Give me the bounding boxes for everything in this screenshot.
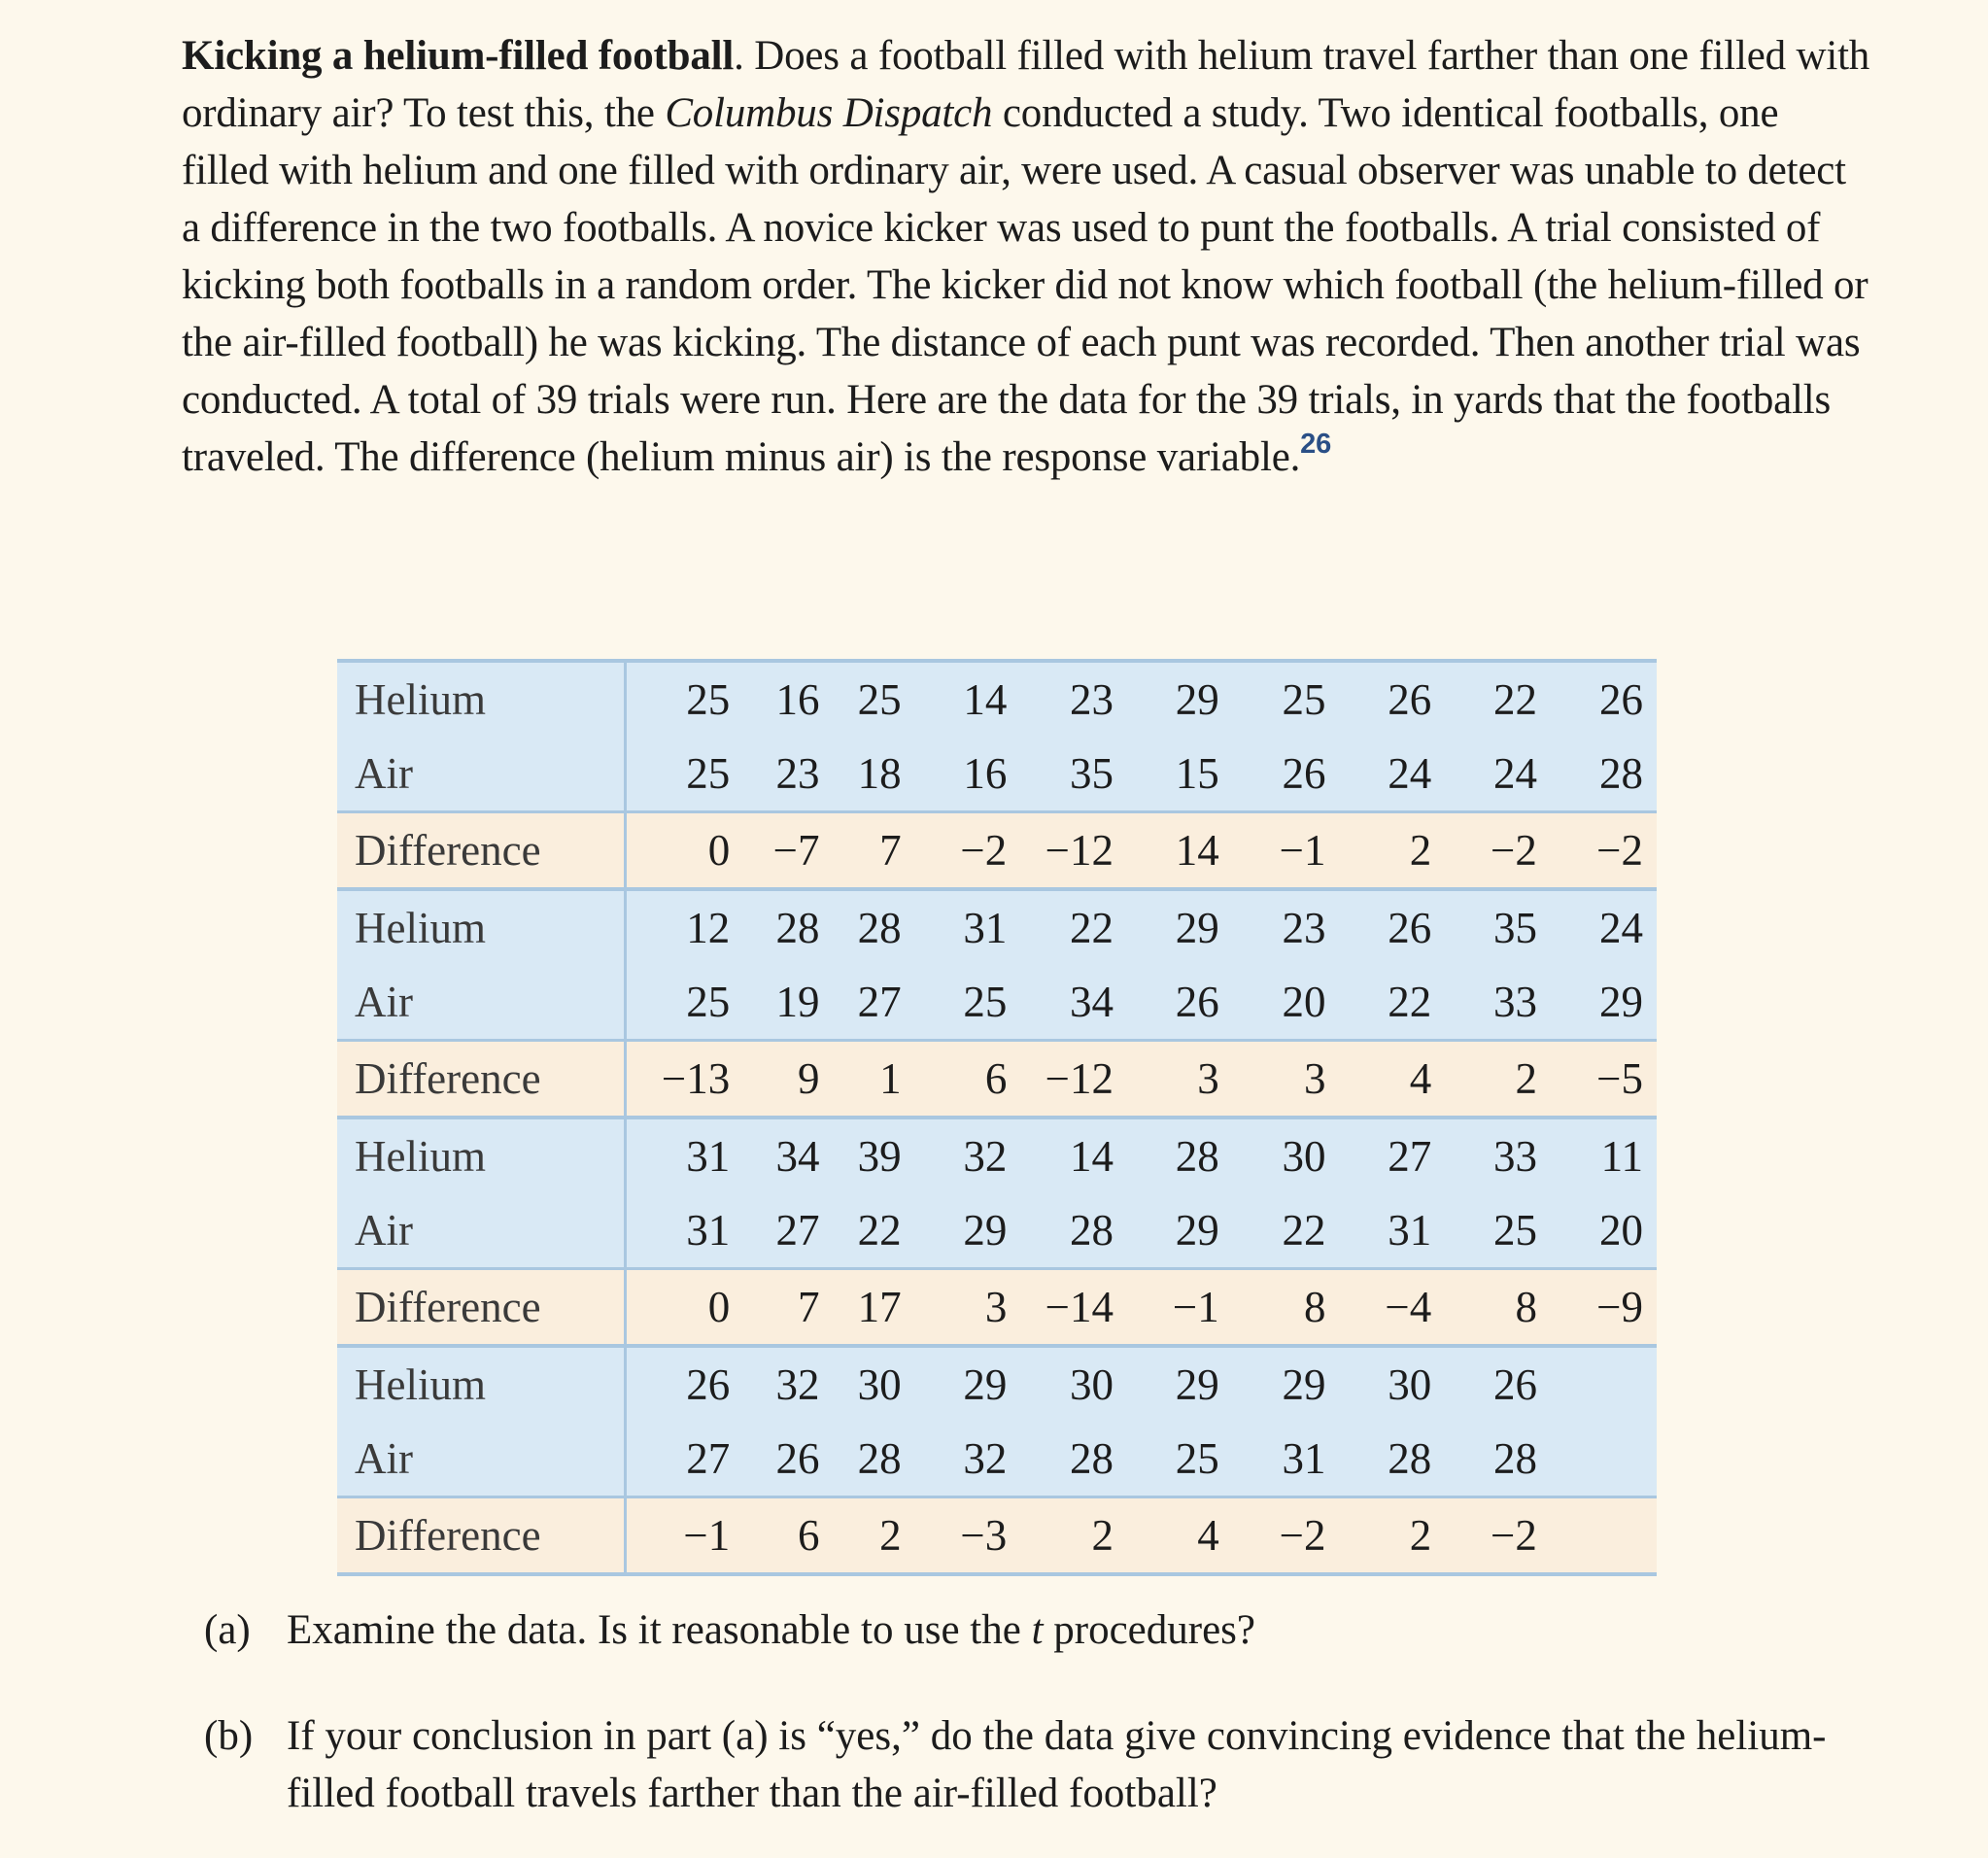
difference-value-cell: 2 [824,1497,906,1575]
difference-row-label: Difference [337,1041,626,1118]
air-value-cell: 25 [906,965,1011,1041]
air-value-cell: 22 [824,1193,906,1269]
difference-row [337,1041,1657,1118]
difference-value-cell: 6 [734,1497,823,1575]
air-value-cell: 18 [824,737,906,812]
question-b-tag: (b) [204,1713,254,1759]
difference-value-cell: 4 [1330,1041,1436,1118]
question-a-text-after: procedures? [1043,1607,1255,1653]
difference-value-cell: −12 [1011,1041,1117,1118]
air-value-cell: 35 [1011,737,1117,812]
difference-value-cell: 2 [1330,812,1436,890]
air-value-cell: 24 [1330,737,1436,812]
air-row [337,737,1657,812]
air-value-cell: 20 [1541,1193,1657,1269]
helium-value-cell: 14 [906,661,1011,737]
difference-value-cell: −1 [626,1497,734,1575]
helium-value-cell: 32 [734,1346,823,1422]
helium-value-cell: 30 [1330,1346,1436,1422]
air-value-cell: 34 [1011,965,1117,1041]
difference-value-cell: 0 [626,1269,734,1347]
helium-value-cell: 25 [1223,661,1330,737]
helium-value-cell: 32 [906,1118,1011,1193]
difference-value-cell: 8 [1435,1269,1541,1347]
helium-value-cell: 24 [1541,889,1657,965]
helium-value-cell: 22 [1435,661,1541,737]
problem-title: Kicking a helium-filled football [182,33,735,79]
air-value-cell: 28 [1541,737,1657,812]
difference-value-cell: −4 [1330,1269,1436,1347]
helium-row [337,661,1657,737]
difference-value-cell: 17 [824,1269,906,1347]
difference-value-cell: 3 [1117,1041,1223,1118]
difference-value-cell: −1 [1117,1269,1223,1347]
air-value-cell: 28 [1011,1422,1117,1497]
helium-value-cell: 39 [824,1118,906,1193]
difference-value-cell: −2 [1541,812,1657,890]
difference-value-cell: 1 [824,1041,906,1118]
difference-value-cell: −2 [1223,1497,1330,1575]
difference-value-cell [1541,1497,1657,1575]
helium-value-cell: 26 [1435,1346,1541,1422]
air-value-cell: 16 [906,737,1011,812]
difference-row [337,1497,1657,1575]
difference-value-cell: 3 [906,1269,1011,1347]
helium-value-cell: 12 [626,889,734,965]
air-row [337,965,1657,1041]
difference-value-cell: 4 [1117,1497,1223,1575]
air-value-cell: 27 [734,1193,823,1269]
helium-value-cell: 28 [824,889,906,965]
helium-value-cell: 26 [1330,661,1436,737]
helium-row-label: Helium [337,661,626,737]
air-value-cell: 28 [1011,1193,1117,1269]
helium-row [337,889,1657,965]
journal-name: Columbus Dispatch [665,90,993,136]
difference-value-cell: −5 [1541,1041,1657,1118]
air-row-label: Air [337,965,626,1041]
footnote-reference[interactable]: 26 [1300,429,1332,460]
air-value-cell: 32 [906,1422,1011,1497]
helium-value-cell: 11 [1541,1118,1657,1193]
air-value-cell: 27 [626,1422,734,1497]
helium-value-cell: 16 [734,661,823,737]
question-a-italic-t: t [1031,1607,1044,1653]
difference-value-cell: −7 [734,812,823,890]
helium-value-cell: 26 [1541,661,1657,737]
intro-text-2: conducted a study. Two identical footballs, one filled with helium and one filled with ordinary air, were used. A casual observer was unable to detect a difference in the two footballs. A novice kicker was used to punt the footballs. A trial consisted of kicking both footballs in a random order. The kicker did not know which football (the helium-filled or the air-filled football) he was kicking. The distance of each punt was recorded. Then another trial was conducted. A total of 39 trials were run. Here are the data for the 39 trials, in yards that the footballs traveled. The difference (helium minus air) is the response variable. [182,90,1868,480]
air-value-cell: 28 [1435,1422,1541,1497]
table-body [337,661,1657,1574]
difference-value-cell: −14 [1011,1269,1117,1347]
helium-value-cell: 23 [1223,889,1330,965]
air-value-cell: 23 [734,737,823,812]
helium-value-cell: 29 [906,1346,1011,1422]
question-a-tag: (a) [204,1607,251,1653]
helium-value-cell: 30 [1011,1346,1117,1422]
difference-value-cell: −2 [1435,1497,1541,1575]
air-value-cell: 29 [906,1193,1011,1269]
air-value-cell: 33 [1435,965,1541,1041]
helium-row-label: Helium [337,1346,626,1422]
question-a-text [287,1601,1890,1659]
air-value-cell: 29 [1117,1193,1223,1269]
air-value-cell: 22 [1223,1193,1330,1269]
helium-value-cell: 25 [626,661,734,737]
difference-value-cell: −1 [1223,812,1330,890]
helium-value-cell: 22 [1011,889,1117,965]
air-value-cell: 31 [626,1193,734,1269]
air-value-cell: 28 [1330,1422,1436,1497]
helium-value-cell: 14 [1011,1118,1117,1193]
difference-value-cell: −13 [626,1041,734,1118]
difference-value-cell: 7 [734,1269,823,1347]
helium-row-label: Helium [337,1118,626,1193]
difference-row-label: Difference [337,1269,626,1347]
air-value-cell [1541,1422,1657,1497]
difference-row-label: Difference [337,1497,626,1575]
air-value-cell: 15 [1117,737,1223,812]
question-b-text: If your conclusion in part (a) is “yes,” do the data give convincing evidence that the helium-filled football travels farther than the air-filled football? [287,1713,1827,1816]
air-value-cell: 26 [1117,965,1223,1041]
air-value-cell: 26 [1223,737,1330,812]
air-value-cell: 25 [1435,1193,1541,1269]
helium-value-cell: 23 [1011,661,1117,737]
question-a-text-before: Examine the data. Is it reasonable to use the [287,1607,1032,1653]
helium-value-cell: 28 [1117,1118,1223,1193]
helium-value-cell: 31 [906,889,1011,965]
helium-value-cell: 28 [734,889,823,965]
air-value-cell: 24 [1435,737,1541,812]
difference-value-cell: 2 [1011,1497,1117,1575]
helium-value-cell: 29 [1117,661,1223,737]
air-value-cell: 29 [1541,965,1657,1041]
difference-value-cell: 9 [734,1041,823,1118]
difference-value-cell: 0 [626,812,734,890]
difference-value-cell: −3 [906,1497,1011,1575]
difference-value-cell: 2 [1435,1041,1541,1118]
difference-value-cell: 3 [1223,1041,1330,1118]
difference-value-cell: 2 [1330,1497,1436,1575]
difference-value-cell: 7 [824,812,906,890]
air-value-cell: 22 [1330,965,1436,1041]
helium-row-label: Helium [337,889,626,965]
helium-value-cell: 35 [1435,889,1541,965]
air-row-label: Air [337,1422,626,1497]
difference-value-cell: −2 [906,812,1011,890]
difference-value-cell: 6 [906,1041,1011,1118]
difference-value-cell: 14 [1117,812,1223,890]
air-row-label: Air [337,737,626,812]
air-value-cell: 26 [734,1422,823,1497]
helium-value-cell: 29 [1117,889,1223,965]
difference-row [337,812,1657,890]
helium-value-cell: 34 [734,1118,823,1193]
difference-value-cell: −9 [1541,1269,1657,1347]
helium-value-cell: 33 [1435,1118,1541,1193]
helium-row [337,1346,1657,1422]
air-value-cell: 31 [1330,1193,1436,1269]
air-value-cell: 25 [626,737,734,812]
helium-value-cell [1541,1346,1657,1422]
difference-value-cell: −12 [1011,812,1117,890]
air-value-cell: 27 [824,965,906,1041]
helium-value-cell: 26 [1330,889,1436,965]
difference-row-label: Difference [337,812,626,890]
problem-statement [182,27,1872,486]
helium-value-cell: 29 [1117,1346,1223,1422]
air-row [337,1193,1657,1269]
helium-value-cell: 31 [626,1118,734,1193]
helium-value-cell: 29 [1223,1346,1330,1422]
difference-value-cell: 8 [1223,1269,1330,1347]
helium-value-cell: 30 [824,1346,906,1422]
intro-text-1: . Does a football filled with helium travel farther than one filled with ordinary air? To test this, the [182,33,1870,136]
helium-value-cell: 26 [626,1346,734,1422]
air-value-cell: 28 [824,1422,906,1497]
air-value-cell: 25 [1117,1422,1223,1497]
helium-row [337,1118,1657,1193]
difference-value-cell: −2 [1435,812,1541,890]
difference-row [337,1269,1657,1347]
air-row [337,1422,1657,1497]
air-value-cell: 31 [1223,1422,1330,1497]
football-distance-table [337,659,1657,1576]
air-row-label: Air [337,1193,626,1269]
air-value-cell: 25 [626,965,734,1041]
helium-value-cell: 25 [824,661,906,737]
helium-value-cell: 30 [1223,1118,1330,1193]
air-value-cell: 19 [734,965,823,1041]
helium-value-cell: 27 [1330,1118,1436,1193]
air-value-cell: 20 [1223,965,1330,1041]
